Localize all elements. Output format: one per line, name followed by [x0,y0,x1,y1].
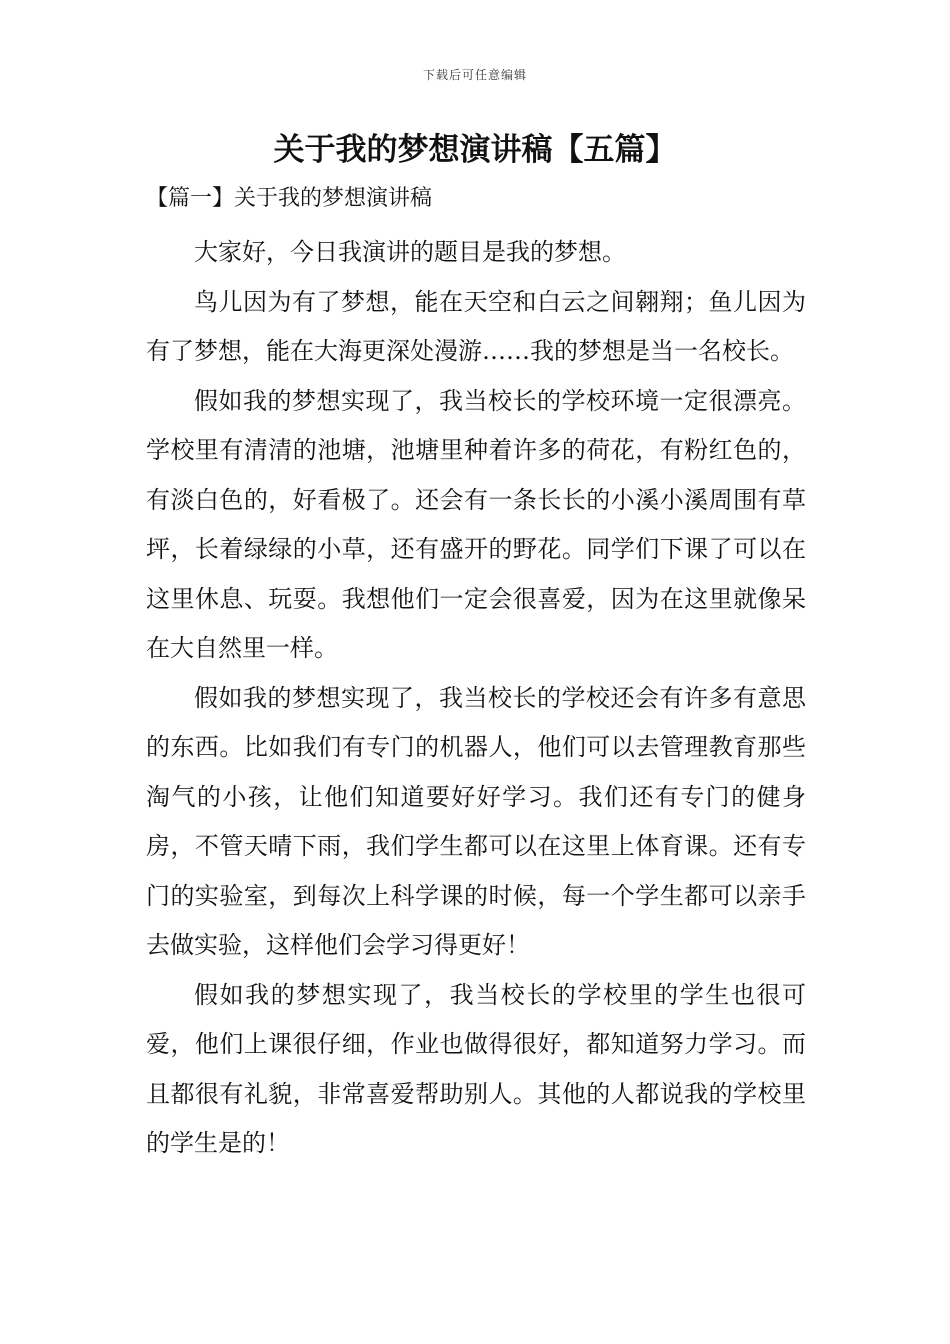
body-text [146,228,806,1169]
document-title: 关于我的梦想演讲稿【五篇】 [273,132,677,168]
paragraph-1: 大家好，今日我演讲的题目是我的梦想。 [194,238,626,266]
paragraph-5: 假如我的梦想实现了，我当校长的学校里的学生也很可爱，他们上课很仔细，作业也做得很好，都知道努力学习。而且都很有礼貌，非常喜爱帮助别人。其他的人都说我的学校里的学生是的！ [146,980,806,1157]
section-heading: 【篇一】关于我的梦想演讲稿 [146,186,433,211]
header-note: 下载后可任意编辑 [422,68,527,82]
paragraph-4: 假如我的梦想实现了，我当校长的学校还会有许多有意思的东西。比如我们有专门的机器人，他们可以去管理教育那些淘气的小孩，让他们知道要好好学习。我们还有专门的健身房，不管天晴下雨，我们学生都可以在这里上体育课。还有专门的实验室，到每次上科学课的时候，每一个学生都可以亲手去做实验，这样他们会学习得更好！ [146,683,806,959]
paragraph-3: 假如我的梦想实现了，我当校长的学校环境一定很漂亮。学校里有清清的池塘，池塘里种着许多的荷花，有粉红色的，有淡白色的，好看极了。还会有一条长长的小溪小溪周围有草坪，长着绿绿的小草，还有盛开的野花。同学们下课了可以在这里休息、玩耍。我想他们一定会很喜爱，因为在这里就像呆在大自然里一样。 [146,386,806,662]
paragraph-2: 鸟儿因为有了梦想，能在天空和白云之间翱翔；鱼儿因为有了梦想，能在大海更深处漫游……我的梦想是当一名校长。 [146,287,806,365]
